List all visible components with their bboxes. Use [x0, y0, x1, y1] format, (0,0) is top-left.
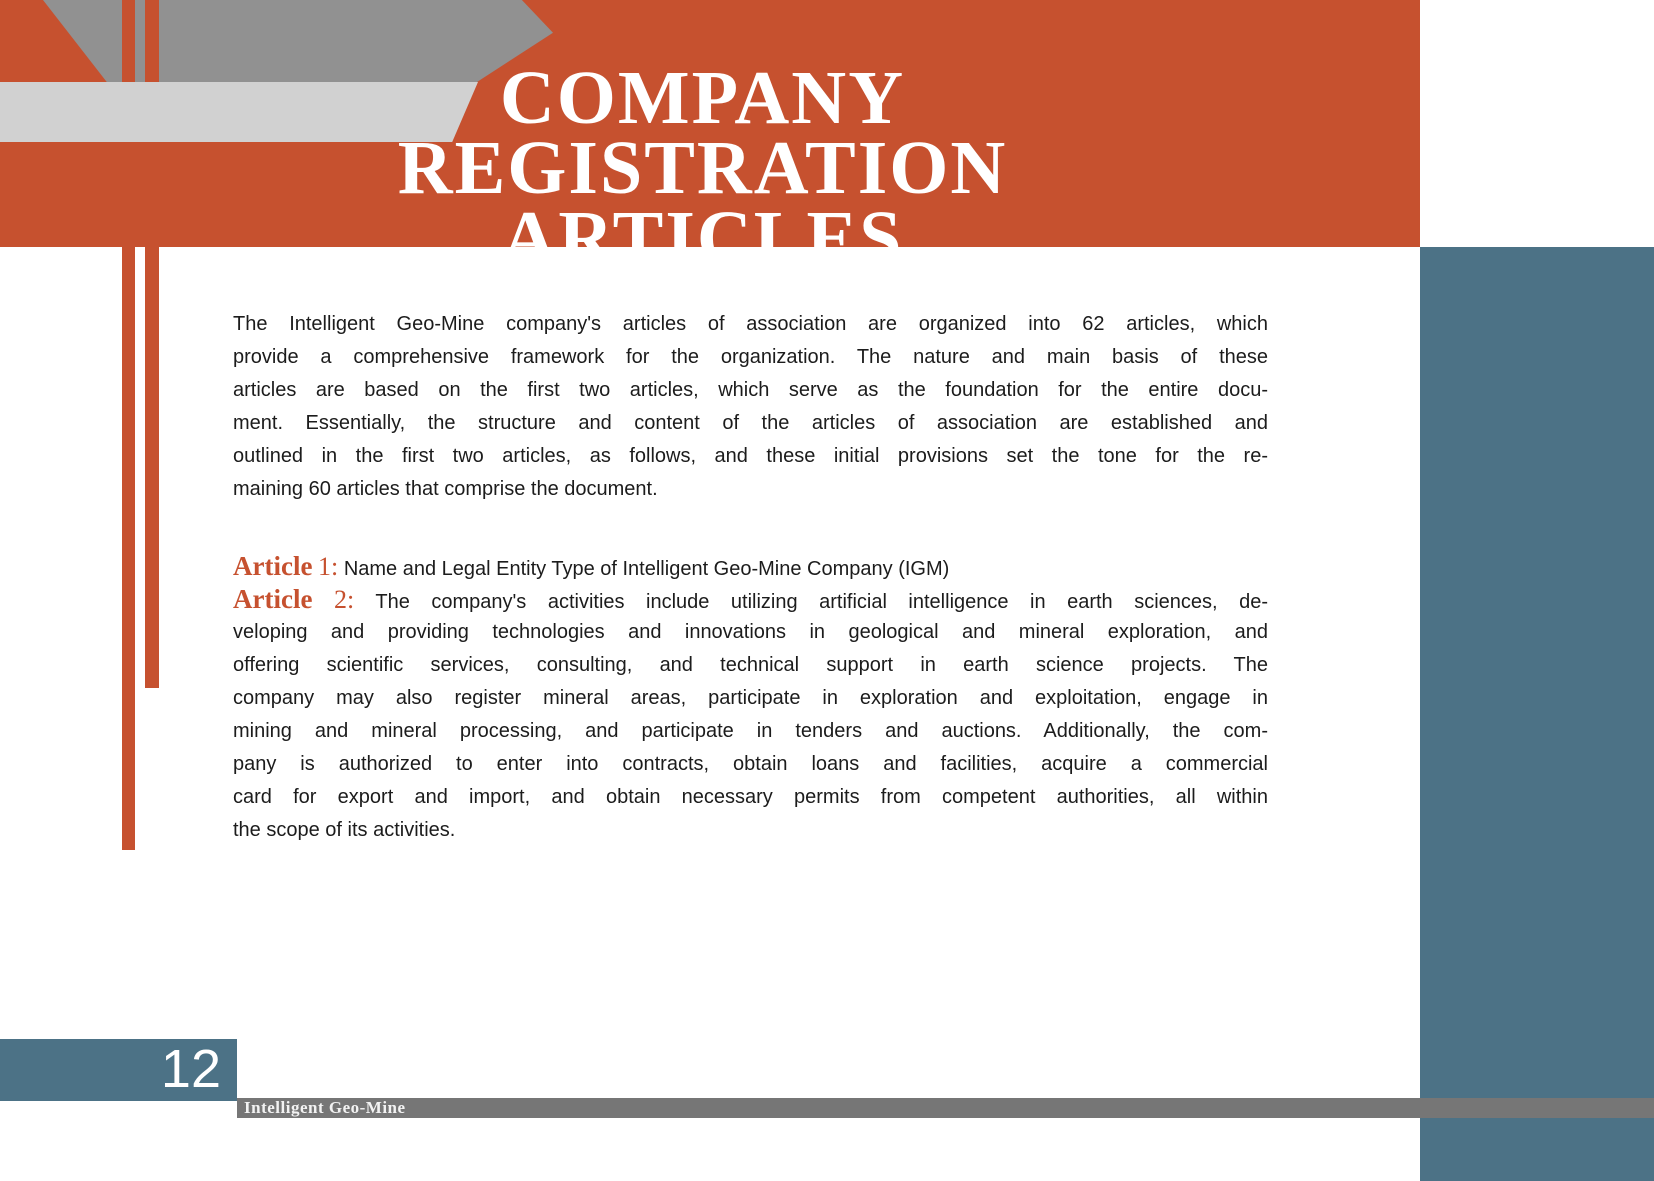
text-line: offering scientific services, consulting, and technical support in earth science projects. The: [233, 654, 1268, 676]
article-1-line: [233, 550, 1268, 583]
right-side-column: [1420, 247, 1654, 1181]
text-line: card for export and import, and obtain necessary permits from competent authorities, all within: [233, 786, 1268, 808]
page-title-line1: COMPANY: [499, 56, 906, 140]
article-2-label: Article: [233, 584, 313, 614]
text-line: pany is authorized to enter into contracts, obtain loans and facilities, acquire a commercial: [233, 753, 1268, 775]
text-line: veloping and providing technologies and innovations in geological and mineral exploration, and: [233, 621, 1268, 643]
footer-bar: [237, 1098, 1654, 1118]
intro-paragraph: [233, 308, 1268, 506]
page-title: [237, 56, 1168, 280]
text-line: The Intelligent Geo-Mine company's articles of association are organized into 62 articles, which: [233, 313, 1268, 335]
text-line: ment. Essentially, the structure and content of the articles of association are established and: [233, 412, 1268, 434]
text-line: the scope of its activities.: [233, 819, 456, 841]
article-2-text: The company's activities include utilizing artificial intelligence in earth sciences, de-: [375, 591, 1268, 613]
text-line: maining 60 articles that comprise the document.: [233, 478, 658, 500]
article-1-label: Article: [233, 551, 313, 581]
text-line: mining and mineral processing, and participate in tenders and auctions. Additionally, the com-: [233, 720, 1268, 742]
text-line: provide a comprehensive framework for the organization. The nature and main basis of these: [233, 346, 1268, 368]
page-number: 12: [160, 1039, 221, 1099]
page-number-box: [0, 1039, 237, 1101]
article-1-text: Name and Legal Entity Type of Intelligent Geo-Mine Company (IGM): [343, 558, 950, 580]
article-2-first-line: [233, 583, 1268, 616]
article-2-number: 2:: [333, 585, 355, 614]
article-1-number: 1:: [318, 552, 339, 581]
articles-section: [233, 550, 1268, 847]
text-line: outlined in the first two articles, as follows, and these initial provisions set the tone for the re-: [233, 445, 1268, 467]
page-title-line2: REGISTRATION ARTICLES: [397, 126, 1008, 280]
footer-brand: Intelligent Geo-Mine: [244, 1098, 406, 1117]
text-line: company may also register mineral areas, participate in exploration and exploitation, engage in: [233, 687, 1268, 709]
text-line: articles are based on the first two articles, which serve as the foundation for the entire docu-: [233, 379, 1268, 401]
article-2-body: [233, 616, 1268, 847]
